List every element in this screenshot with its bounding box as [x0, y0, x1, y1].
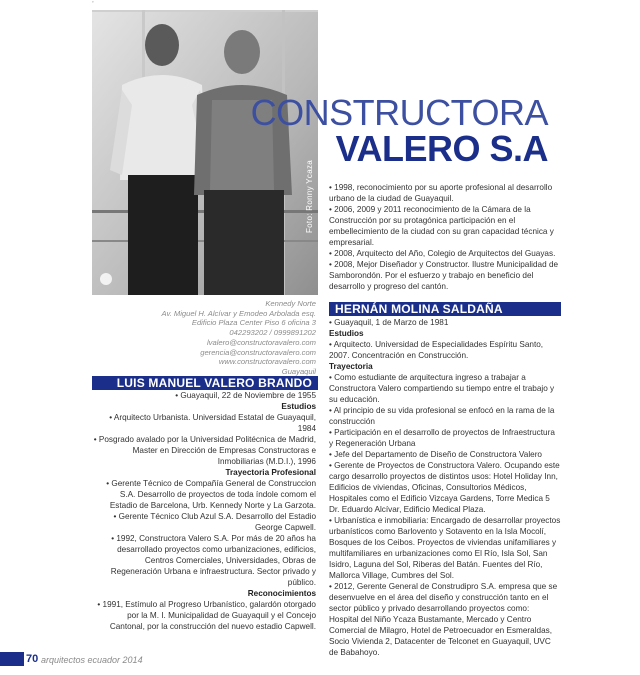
company-awards	[329, 183, 561, 293]
bio-paragraph: • Arquitecto. Universidad de Especialidades Espíritu Santo, 2007. Concentración en Construcción.	[329, 339, 544, 360]
contact-line: www.constructoravalero.com	[218, 357, 316, 367]
page-footer	[0, 652, 640, 666]
bio-paragraph: • Como estudiante de arquitectura ingreso a trabajar a Constructora Valero compartiendo su tiempo entre el trabajo y su educación.	[329, 372, 555, 404]
bio-paragraph: • 2012, Gerente General de Construdipro S.A. empresa que se desenvuelve en el área del diseño y construcción tanto en el sector público y privado desarrollando proyectos como: Hospital del Niño Ycaza Bustamante, Mercado y Centro Comercial de Milagro, Hotel de Petroecuador en Esmeraldas, Socio Vivienda 2, Datacenter de Telconet en Guayaquil, UVC de Babahoyo.	[329, 581, 558, 657]
contact-line: Guayaquil	[281, 367, 316, 377]
bio-paragraph: • Guayaquil, 1 de Marzo de 1981	[329, 318, 449, 327]
bio-paragraph: • Gerente Técnico Club Azul S.A. Desarrollo del Estadio George Capwell.	[113, 511, 316, 532]
bio-paragraph: • 1991, Estímulo al Progreso Urbanístico, galardón otorgado por la M. I. Municipalidad de Guayaquil y el Concejo Cantonal, por la construcción del nuevo estadio Capwell.	[97, 599, 316, 631]
company-title	[250, 92, 548, 169]
page-number: 70	[26, 653, 39, 665]
contact-line: Av. Miguel H. Alcívar y Emodeo Arbolada esq.	[161, 308, 316, 318]
name-bar-right: HERNÁN MOLINA SALDAÑA	[329, 302, 561, 316]
contact-line: gerencia@constructoravalero.com	[200, 347, 316, 357]
bio-paragraph: • Gerente de Proyectos de Constructora Valero. Ocupando este cargo desarrollo proyectos de distintos usos: Hotel Holiday Inn, Edificios de viviendas, Oficinas, Consultorios Médicos, Hospitales como el Edificio Vizcaya Gardens, Torre Medica 5 Dr. Eduardo Alcívar, Edificio Medical Plaza.	[329, 460, 560, 514]
corner-mark: ’	[92, 0, 94, 9]
bio-subheading: Trayectoria	[329, 361, 373, 371]
bio-paragraph: • Urbanística e inmobiliaria: Encargado de desarrollar proyectos urbanísticos como Barlovento y Sotavento en la Isla Mocolí, Bosques de los Ceibos. Proyectos de viviendas unifamiliares y multifamiliares en urbanizaciones como El Río, Isla Sol, San Isidro, Laguna del Sol, Riberas del Batán. Fuentes del Río, Mallorca Village, Cumbres del Sol.	[329, 515, 561, 580]
bio-subheading: Trayectoria Profesional	[225, 467, 316, 477]
publication-name: arquitectos ecuador 2014	[41, 655, 143, 665]
name-bar-left: LUIS MANUEL VALERO BRANDO	[92, 376, 318, 390]
bio-paragraph: • Al principio de su vida profesional se enfocó en la rama de la construcción	[329, 405, 555, 426]
award-item: • 2008, Mejor Diseñador y Constructor. Ilustre Municipalidad de Samborondón. Por el esfuerzo y trabajo en beneficio del desarrollo y progreso del cantón.	[329, 259, 559, 291]
award-item: • 2008, Arquitecto del Año, Colegio de Arquitectos del Guayas.	[329, 248, 556, 258]
right-person-bio	[329, 318, 561, 659]
photo-logo-icon	[100, 273, 112, 285]
contact-line: Edificio Plaza Center Piso 6 oficina 3	[191, 318, 316, 328]
bio-paragraph: • Jefe del Departamento de Diseño de Constructora Valero	[329, 449, 542, 459]
bio-paragraph: • Gerente Técnico de Compañía General de Construccion S.A. Desarrollo de proyectos de toda índole comom el Estadio de Barcelona, Urb. Kennedy Norte y La Garzota.	[106, 478, 316, 510]
title-line-2: VALERO S.A	[335, 128, 548, 169]
title-line-1: CONSTRUCTORA	[250, 92, 548, 133]
contact-line: lvalero@constructoravalero.com	[206, 337, 316, 347]
contact-line: Kennedy Norte	[265, 299, 316, 308]
bio-paragraph: • Arquitecto Urbanista. Universidad Estatal de Guayaquil, 1984	[109, 412, 316, 433]
contact-block	[92, 299, 316, 377]
footer-accent-bar	[0, 652, 24, 666]
contact-line: 042293202 / 0999891202	[229, 328, 316, 338]
award-item: • 2006, 2009 y 2011 reconocimiento de la Cámara de la Construcción por su protagónica participación en el embellecimiento de la ciudad con su gran capacidad técnica y empresarial.	[329, 204, 554, 247]
left-person-bio	[92, 391, 316, 633]
bio-paragraph: • Participación en el desarrollo de proyectos de Infraestructura y Regeneración Urbana	[329, 427, 555, 448]
bio-paragraph: • Guayaquil, 22 de Noviembre de 1955	[175, 391, 316, 400]
award-item: • 1998, reconocimiento por su aporte profesional al desarrollo urbano de la ciudad de Guayaquil.	[329, 183, 553, 203]
bio-subheading: Estudios	[281, 401, 316, 411]
bio-subheading: Estudios	[329, 328, 364, 338]
bio-paragraph: • 1992, Constructora Valero S.A. Por más de 20 años ha desarrollado proyectos como urbanizaciones, edificios, Centros Comerciales, Universidades, Obras de Regeneración Urbana e infraestructura. Sector privado y público.	[110, 533, 316, 587]
bio-paragraph: • Posgrado avalado por la Universidad Politécnica de Madrid, Master en Dirección de Empresas Constructoras e Inmobiliarias (M.D.I.), 1996	[93, 434, 316, 466]
photo-credit: Foto: Ronny Ycaza	[305, 160, 314, 233]
bio-subheading: Reconocimientos	[247, 588, 316, 598]
